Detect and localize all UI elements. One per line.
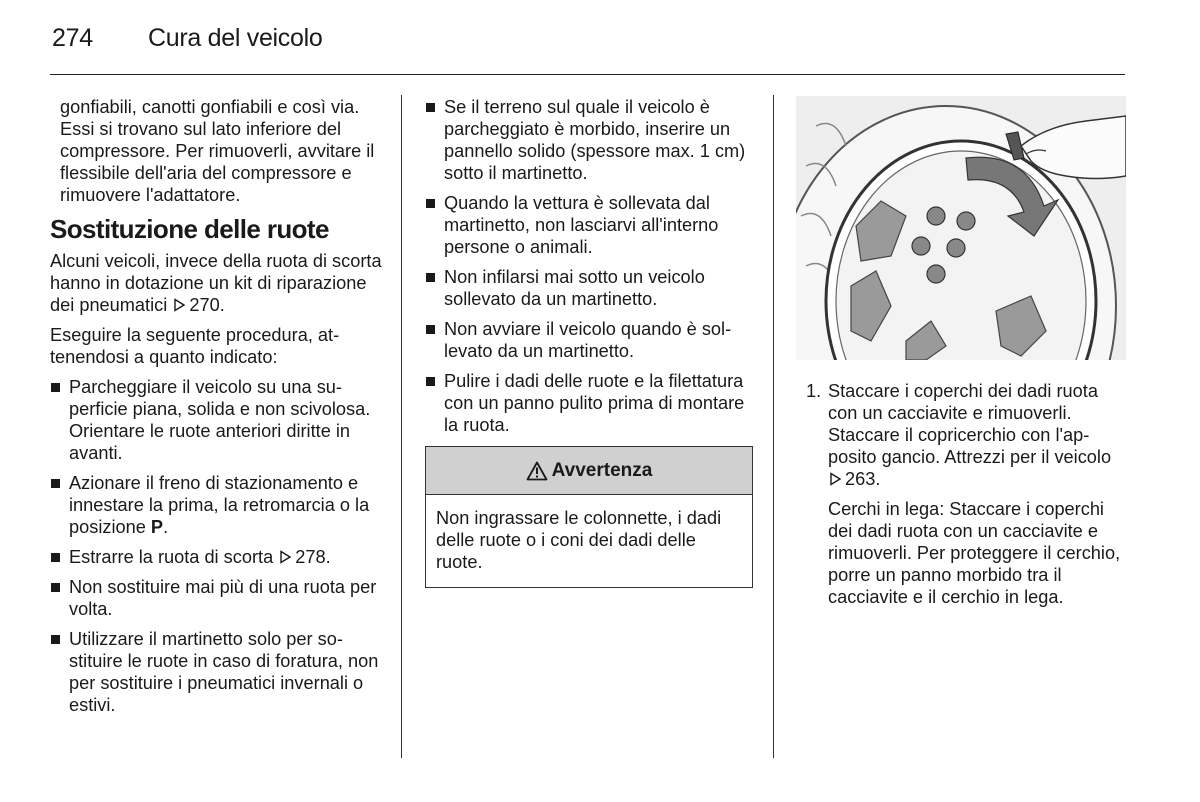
list-item — [50, 628, 382, 716]
column-divider-1 — [401, 95, 402, 758]
step-text-body: Staccare i coperchi dei dadi ruota con un cacciavite e rimuoverli. Staccare il copricerchio con l'apposito gancio. Attrezzi per il veicolo — [828, 381, 1112, 467]
square-bullet-icon — [51, 635, 60, 644]
square-bullet-icon — [51, 383, 60, 392]
page-number: 274 — [52, 24, 93, 52]
list-item-text: Pulire i dadi delle ruote e la filettatura con un panno pulito prima di montare la ruota. — [444, 371, 745, 435]
list-item — [50, 546, 382, 568]
paragraph-procedure: Eseguire la seguente procedura, attenendosi a quanto indicato: — [50, 325, 340, 367]
list-item — [50, 376, 382, 464]
step-text — [828, 380, 1128, 490]
list-item-text: Non infilarsi mai sotto un veicolo sollevato da un martinetto. — [444, 267, 705, 309]
list-item — [425, 370, 755, 436]
step-alloy-note: Cerchi in lega: Staccare i coperchi dei dadi ruota con un cacciavite e rimuoverli. Per proteggere il cerchio, porre un panno morbido tra il cacciavite e il cerchio in lega. — [828, 499, 1121, 607]
list-item — [50, 472, 382, 538]
list-item-text: Estrarre la ruota di scorta — [69, 547, 274, 567]
list-item-text: Non sostituire mai più di una ruota per volta. — [69, 577, 377, 619]
page-reference-arrow-icon — [173, 298, 186, 312]
page-reference[interactable]: 278. — [295, 547, 331, 567]
list-item-end: . — [163, 517, 169, 537]
square-bullet-icon — [426, 273, 435, 282]
square-bullet-icon — [426, 325, 435, 334]
page-reference-arrow-icon — [829, 472, 842, 486]
warning-triangle-icon — [526, 461, 548, 481]
list-item-text: Se il terreno sul quale il veicolo è parcheggiato è morbido, inserire un pannello solido (spessore max. 1 cm) sotto il martinetto. — [444, 97, 746, 183]
intro-paragraph: gonfiabili, canotti gonfiabili e così via. Essi si trovano sul lato inferiore del compressore. Per rimuoverli, avvitare il flessibile dell'aria del compressore e rimuovere l'adattatore. — [60, 97, 375, 205]
square-bullet-icon — [51, 583, 60, 592]
square-bullet-icon — [426, 199, 435, 208]
paragraph-text: Alcuni veicoli, invece della ruota di scorta hanno in dotazione un kit di riparazione dei pneumatici — [50, 251, 382, 315]
column-1 — [50, 96, 382, 724]
page-reference[interactable]: 263. — [845, 469, 881, 489]
warning-header — [426, 447, 752, 495]
list-item-text: Parcheggiare il veicolo su una superficie piana, solida e non scivolosa. Orientare le ruote anteriori diritte in avanti. — [69, 377, 371, 463]
column-divider-2 — [773, 95, 774, 758]
safety-list — [425, 96, 755, 436]
column-2 — [425, 96, 755, 588]
list-item — [425, 192, 755, 258]
list-item — [425, 266, 755, 310]
wheel-illustration-drawing — [796, 96, 1126, 360]
warning-box — [425, 446, 753, 588]
procedure-list — [50, 376, 382, 716]
gear-position-label: P — [150, 517, 164, 537]
warning-text: Non ingrassare le colonnette, i dadi delle ruote o i coni dei dadi delle ruote. — [436, 508, 722, 572]
list-item — [425, 318, 755, 362]
list-item — [425, 96, 755, 184]
paragraph-repair-kit — [50, 250, 382, 316]
wheel-cover-illustration — [796, 96, 1126, 360]
list-item-text: Quando la vettura è sollevata dal martinetto, non lasciarvi all'interno persone o animali. — [444, 193, 719, 257]
header-rule — [50, 74, 1125, 75]
page-header-title: Cura del veicolo — [148, 24, 323, 52]
list-item-text: Utilizzare il martinetto solo per sostituire le ruote in caso di foratura, non per sostituire i pneumatici invernali o estivi. — [69, 629, 379, 715]
step-number: 1. — [806, 381, 822, 401]
warning-title: Avvertenza — [551, 459, 653, 481]
list-item — [50, 576, 382, 620]
list-item-text: Non avviare il veicolo quando è sollevato da un martinetto. — [444, 319, 732, 361]
steps-list — [806, 380, 1128, 608]
square-bullet-icon — [51, 553, 60, 562]
list-item-text: Azionare il freno di stazionamento e innestare la prima, la retromarcia o la posizione — [69, 473, 370, 537]
square-bullet-icon — [51, 479, 60, 488]
column-3 — [806, 380, 1128, 616]
step-item — [806, 380, 1128, 608]
page-reference-arrow-icon — [279, 550, 292, 564]
section-heading: Sostituzione delle ruote — [50, 214, 329, 244]
page-reference[interactable]: 270. — [189, 295, 225, 315]
square-bullet-icon — [426, 377, 435, 386]
square-bullet-icon — [426, 103, 435, 112]
